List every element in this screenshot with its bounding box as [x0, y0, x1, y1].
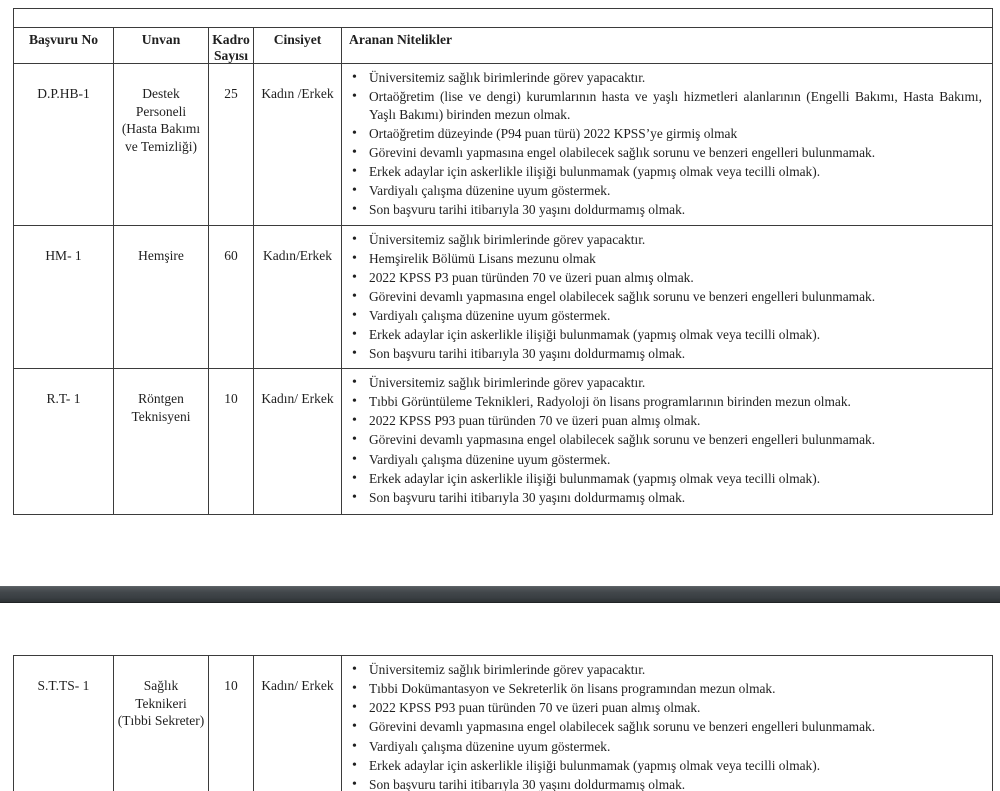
recruitment-table-1: [13, 8, 993, 515]
qualification-item: • 2022 KPSS P93 puan türünden 70 ve üzeri puan almış olmak.: [342, 412, 982, 430]
qualification-item: • Son başvuru tarihi itibarıyla 30 yaşını doldurmamış olmak.: [342, 201, 982, 219]
qualification-item: • Üniversitemiz sağlık birimlerinde görev yapacaktır.: [342, 231, 982, 249]
qualification-item: • 2022 KPSS P93 puan türünden 70 ve üzeri puan almış olmak.: [342, 699, 982, 717]
header-kadro-sayisi: Kadro Sayısı: [209, 28, 254, 64]
application-no-cell: HM- 1: [14, 225, 114, 369]
qualification-item: • Tıbbi Görüntüleme Teknikleri, Radyoloji ön lisans programlarının birinden mezun olmak.: [342, 393, 982, 411]
application-no-cell: S.T.TS- 1: [14, 656, 114, 791]
qualifications-cell: [342, 225, 993, 369]
quota-cell: 25: [209, 64, 254, 225]
qualification-item: • Son başvuru tarihi itibarıyla 30 yaşını doldurmamış olmak.: [342, 776, 982, 791]
document-page: [0, 8, 1000, 791]
application-no-cell: R.T- 1: [14, 369, 114, 515]
qualification-item: • Vardiyalı çalışma düzenine uyum göstermek.: [342, 738, 982, 756]
header-aranan-nitelikler: Aranan Nitelikler: [342, 28, 993, 64]
header-cinsiyet: Cinsiyet: [254, 28, 342, 64]
title-cell: Sağlık Teknikeri (Tıbbi Sekreter): [114, 656, 209, 791]
qualification-item: • Ortaöğretim düzeyinde (P94 puan türü) 2022 KPSS’ye girmiş olmak: [342, 125, 982, 143]
qualification-item: • Üniversitemiz sağlık birimlerinde görev yapacaktır.: [342, 374, 982, 392]
qualification-item: • Erkek adaylar için askerlikle ilişiği bulunmamak (yapmış olmak veya tecilli olmak).: [342, 757, 982, 775]
qualification-item: • Son başvuru tarihi itibarıyla 30 yaşını doldurmamış olmak.: [342, 489, 982, 507]
title-cell: Röntgen Teknisyeni: [114, 369, 209, 515]
table-row-empty: [14, 9, 993, 28]
title-cell: Hemşire: [114, 225, 209, 369]
qualification-item: • Hemşirelik Bölümü Lisans mezunu olmak: [342, 250, 982, 268]
qualification-item: • Erkek adaylar için askerlikle ilişiği bulunmamak (yapmış olmak veya tecilli olmak).: [342, 326, 982, 344]
qualification-item: • Görevini devamlı yapmasına engel olabilecek sağlık sorunu ve benzeri engelleri bulunmamak.: [342, 288, 982, 306]
qualification-item: • Vardiyalı çalışma düzenine uyum göstermek.: [342, 307, 982, 325]
quota-cell: 60: [209, 225, 254, 369]
gender-cell: Kadın/ Erkek: [254, 369, 342, 515]
gender-cell: Kadın/Erkek: [254, 225, 342, 369]
qualification-item: • Ortaöğretim (lise ve dengi) kurumlarının hasta ve yaşlı hizmetleri alanlarının (Engelli Bakımı, Hasta Bakımı, Yaşlı Bakımı) birinden mezun olmak.: [342, 88, 982, 123]
qualification-item: • Görevini devamlı yapmasına engel olabilecek sağlık sorunu ve benzeri engelleri bulunmamak.: [342, 718, 982, 736]
qualifications-cell: [342, 369, 993, 515]
table-row: [14, 225, 993, 369]
table-header-row: [14, 28, 993, 64]
quota-cell: 10: [209, 369, 254, 515]
header-unvan: Unvan: [114, 28, 209, 64]
gender-cell: Kadın/ Erkek: [254, 656, 342, 791]
qualification-item: • Üniversitemiz sağlık birimlerinde görev yapacaktır.: [342, 69, 982, 87]
qualification-item: • Vardiyalı çalışma düzenine uyum göstermek.: [342, 451, 982, 469]
title-cell: Destek Personeli (Hasta Bakımı ve Temizliği): [114, 64, 209, 225]
qualification-item: • Görevini devamlı yapmasına engel olabilecek sağlık sorunu ve benzeri engelleri bulunmamak.: [342, 431, 982, 449]
qualification-item: • Son başvuru tarihi itibarıyla 30 yaşını doldurmamış olmak.: [342, 345, 982, 363]
empty-strip-cell: [14, 9, 993, 28]
qualification-item: • Tıbbi Dokümantasyon ve Sekreterlik ön lisans programından mezun olmak.: [342, 680, 982, 698]
application-no-cell: D.P.HB-1: [14, 64, 114, 225]
qualifications-cell: [342, 64, 993, 225]
table-row: [14, 369, 993, 515]
qualification-item: • 2022 KPSS P3 puan türünden 70 ve üzeri puan almış olmak.: [342, 269, 982, 287]
qualification-item: • Vardiyalı çalışma düzenine uyum göstermek.: [342, 182, 982, 200]
page-separator-bar: [0, 586, 1000, 603]
qualification-item: • Erkek adaylar için askerlikle ilişiği bulunmamak (yapmış olmak veya tecilli olmak).: [342, 470, 982, 488]
header-basvuru-no: Başvuru No: [14, 28, 114, 64]
qualification-item: • Görevini devamlı yapmasına engel olabilecek sağlık sorunu ve benzeri engelleri bulunmamak.: [342, 144, 982, 162]
gender-cell: Kadın /Erkek: [254, 64, 342, 225]
quota-cell: 10: [209, 656, 254, 791]
qualification-item: • Üniversitemiz sağlık birimlerinde görev yapacaktır.: [342, 661, 982, 679]
recruitment-table-2: [13, 655, 993, 791]
qualification-item: • Erkek adaylar için askerlikle ilişiği bulunmamak (yapmış olmak veya tecilli olmak).: [342, 163, 982, 181]
table-row: [14, 64, 993, 225]
qualifications-cell: [342, 656, 993, 791]
table-row: [14, 656, 993, 791]
